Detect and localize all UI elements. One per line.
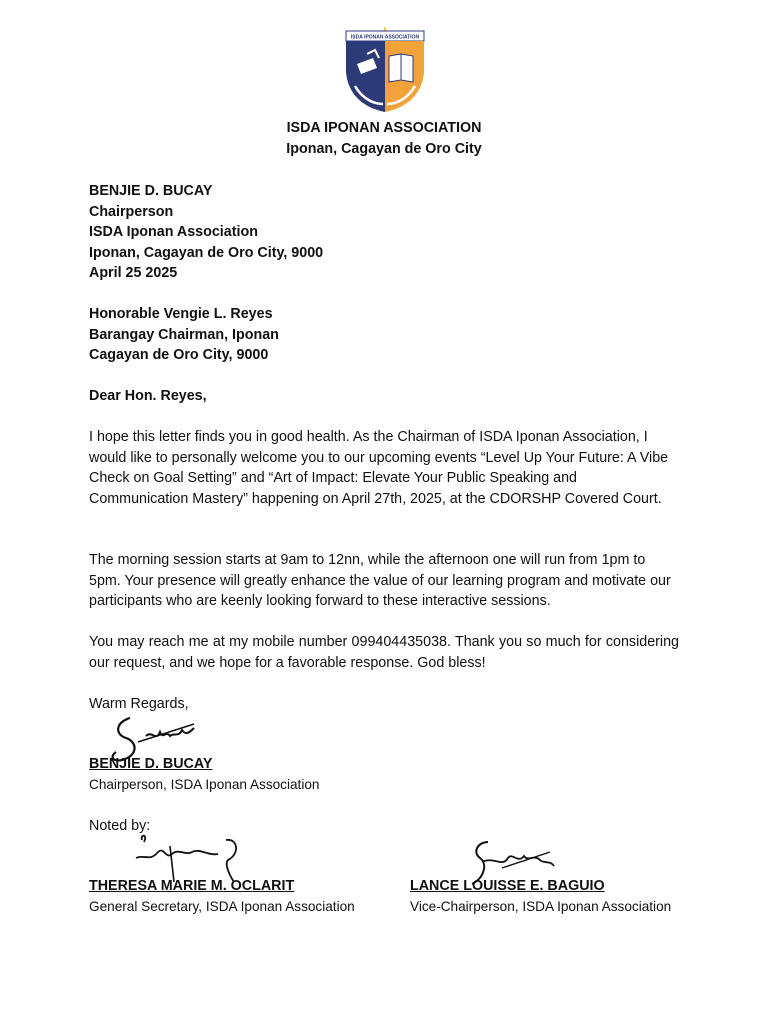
sender-title: Chairperson [89,203,174,220]
noted-role-secretary: General Secretary, ISDA Iponan Association [89,899,355,914]
closing: Warm Regards, [89,696,189,712]
org-name: ISDA IPONAN ASSOCIATION [286,120,482,136]
recipient-block [89,304,279,366]
body-paragraph-1: I hope this letter finds you in good health. As the Chairman of ISDA Iponan Association, I would like to personally welcome you to our upcoming events “Level Up Your Future: A Vibe Check on Goal Setting” and “Art of Impact: Elevate Your Public Speaking and Communication Mastery” happening on April 27th, 2025, at the CDORSHP Covered Court. [89,429,669,507]
association-logo [343,24,427,116]
noted-name-vice-chairperson: LANCE LOUISSE E. BAGUIO [410,878,605,894]
letter-date: April 25 2025 [89,265,178,281]
body-paragraph-2: The morning session starts at 9am to 12nn, while the afternoon one will run from 1pm to 5pm. Your presence will greatly enhance the value of our learning program and motivate our participants who are keenly looking forward to these interactive sessions. [89,552,671,609]
body-paragraph-3: You may reach me at my mobile number 099404435038. Thank you so much for considering our request, and we hope for a favorable response. God bless! [89,634,679,671]
sender-name: BENJIE D. BUCAY [89,183,213,199]
recipient-name: Honorable Vengie L. Reyes [89,306,273,322]
signatory-role: Chairperson, ISDA Iponan Association [89,777,320,792]
noted-by-label: Noted by: [89,818,151,834]
noted-name-secretary: THERESA MARIE M. OCLARIT [89,878,295,894]
salutation: Dear Hon. Reyes, [89,388,207,404]
recipient-title: Barangay Chairman, Iponan [89,326,279,343]
sender-block [89,181,323,284]
noted-role-vice-chairperson: Vice-Chairperson, ISDA Iponan Association [410,899,672,914]
logo-banner-text: ISDA IPONAN ASSOCIATION [350,34,420,41]
signatory-name: BENJIE D. BUCAY [89,756,213,772]
recipient-address: Cagayan de Oro City, 9000 [89,347,269,363]
sender-address: Iponan, Cagayan de Oro City, 9000 [89,244,324,261]
org-address: Iponan, Cagayan de Oro City [286,141,482,157]
sender-org: ISDA Iponan Association [89,224,258,240]
